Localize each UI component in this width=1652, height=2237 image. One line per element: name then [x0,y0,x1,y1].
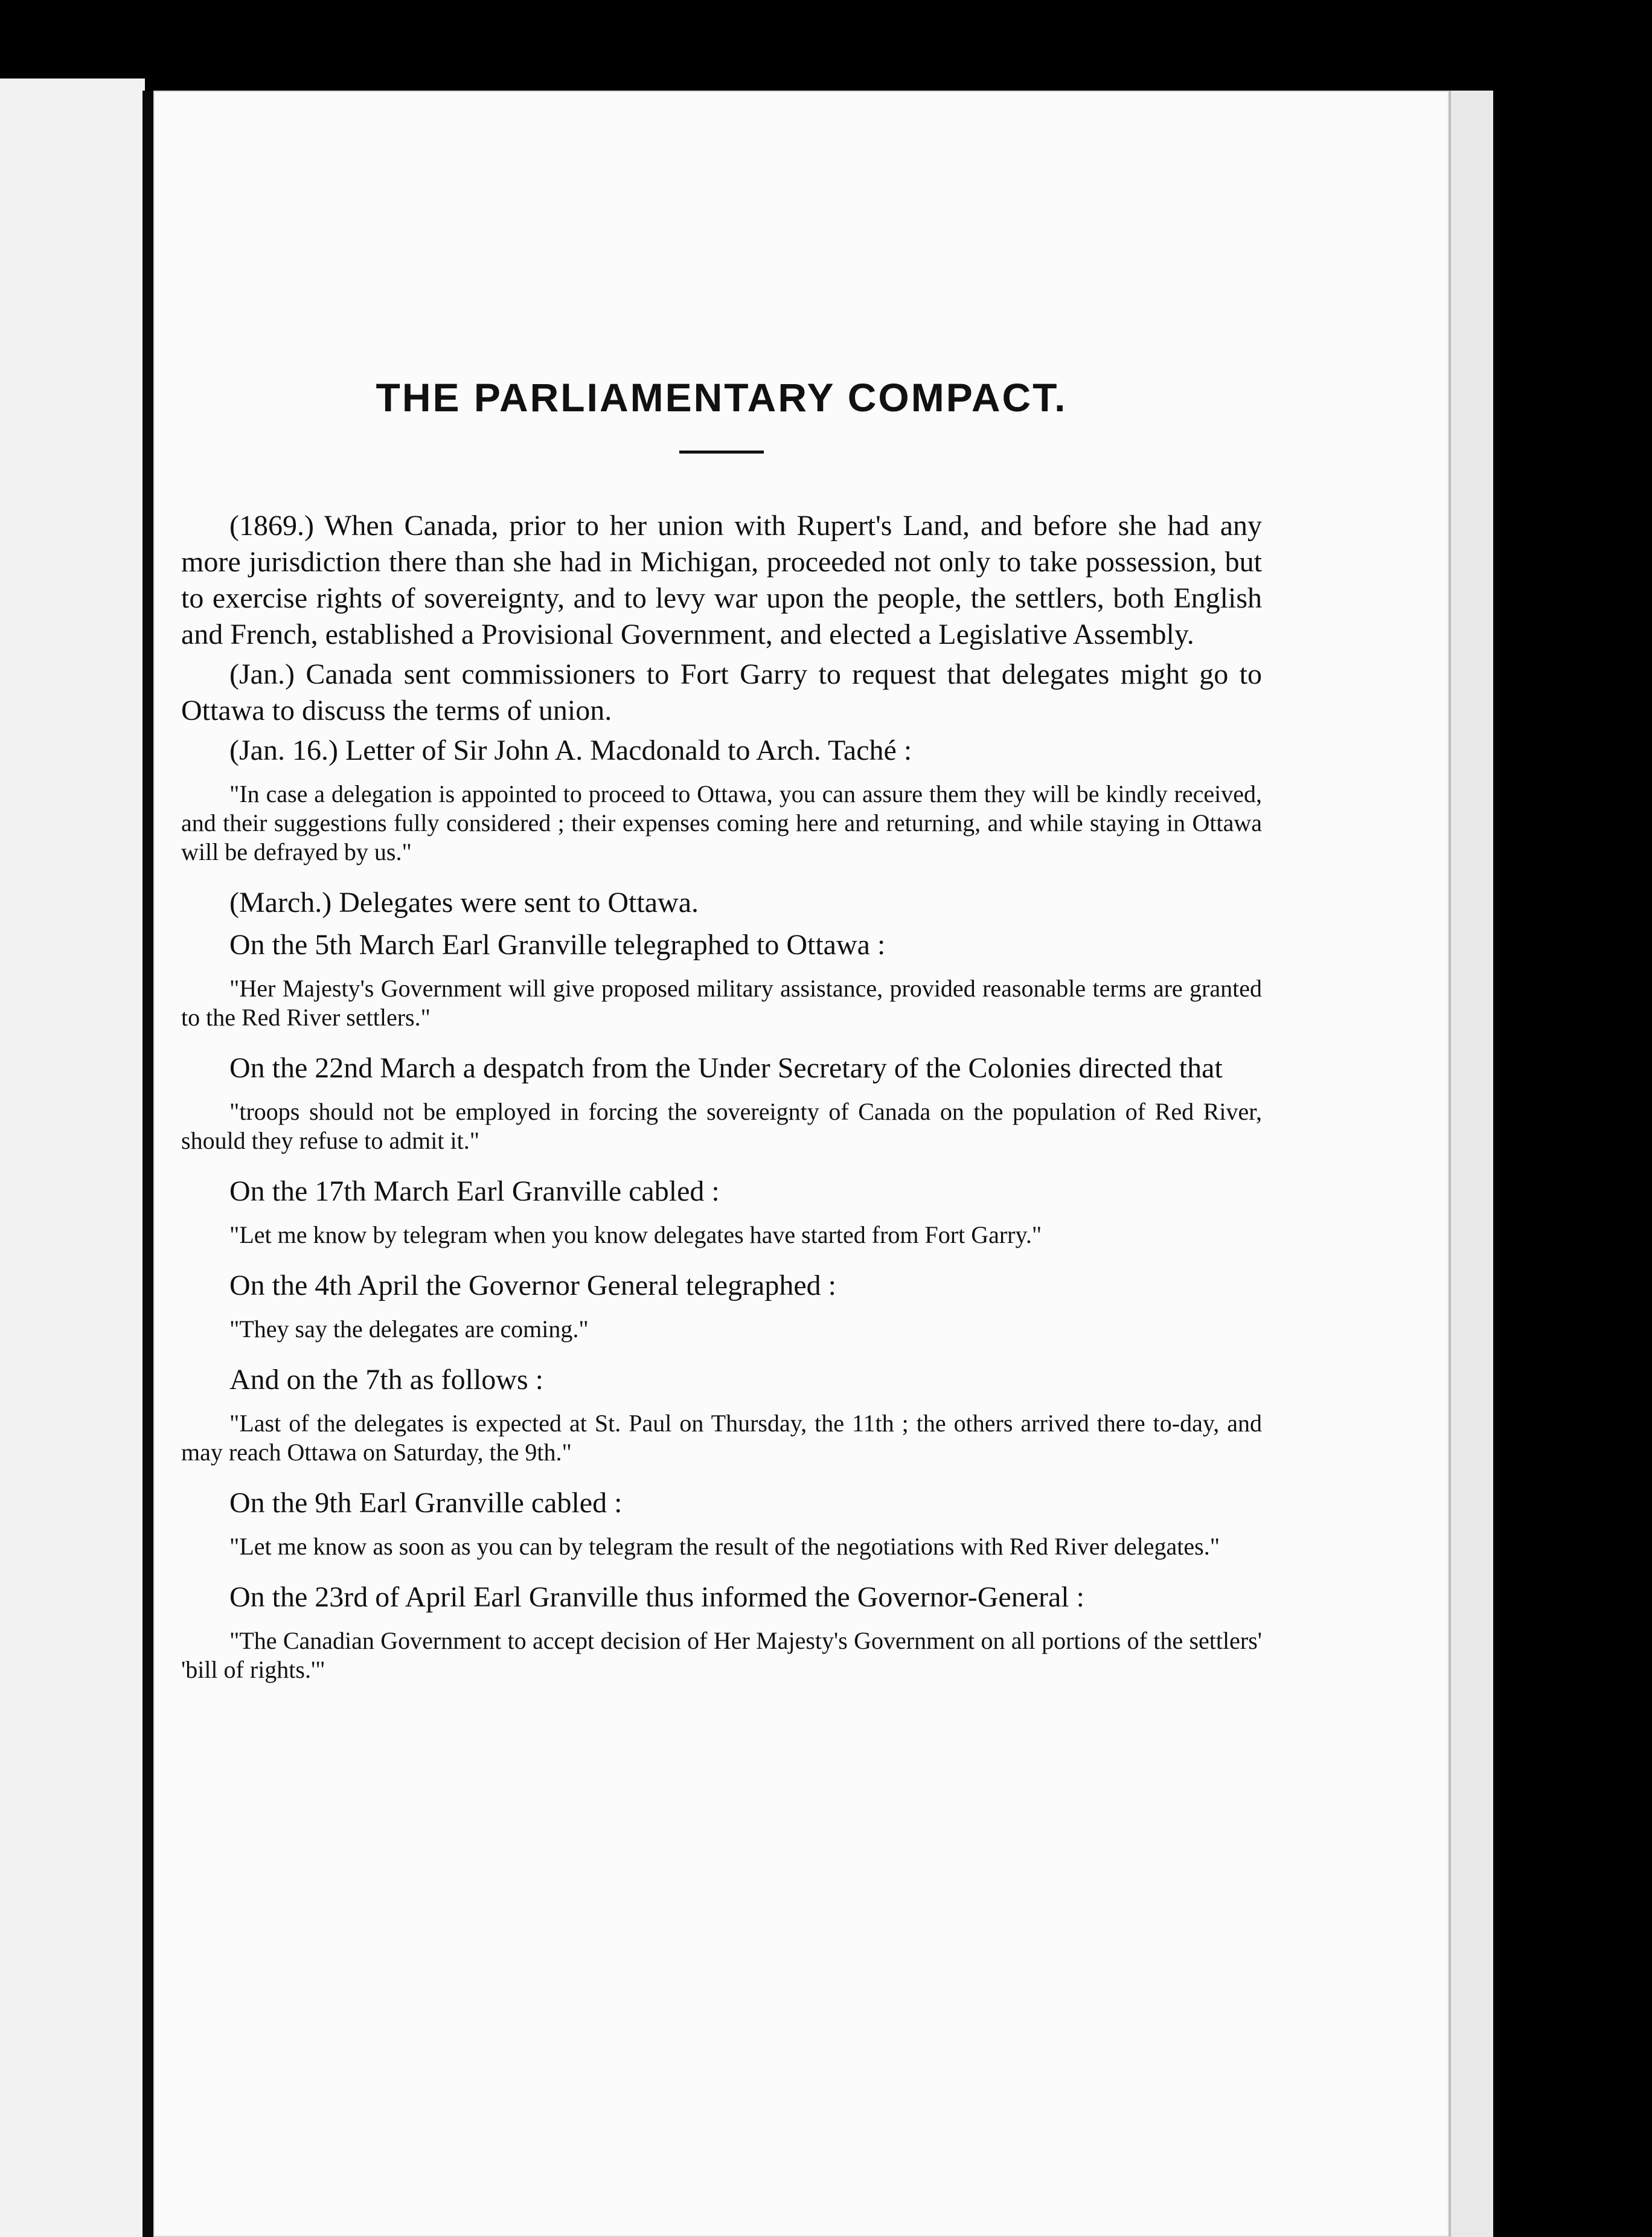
quotation: "In case a delegation is appointed to proceed to Ottawa, you can assure them they will be kindly received, and their suggestions fully considered ; their expenses coming here and returning, and while staying in Ottawa will be defrayed by us." [181,780,1262,865]
page-content [181,290,1262,1703]
quotation: "The Canadian Government to accept decision of Her Majesty's Government on all portions of the settlers' 'bill of rights.'" [181,1627,1262,1683]
quotation: "They say the delegates are coming." [229,1315,589,1343]
paragraph: On the 22nd March a despatch from the Under Secretary of the Colonies directed that [229,1052,1223,1084]
page-title: THE PARLIAMENTARY COMPACT. [376,375,1068,420]
book-gutter [142,91,153,2237]
paragraph: On the 5th March Earl Granville telegraphed to Ottawa : [229,929,886,961]
paragraph: On the 9th Earl Granville cabled : [229,1487,623,1519]
paragraph: (Jan.) Canada sent commissioners to Fort Garry to request that delegates might go to Ottawa to discuss the terms of union. [181,658,1262,727]
paragraph: (1869.) When Canada, prior to her union with Rupert's Land, and before she had any more jurisdiction there than she had in Michigan, proceeded not only to take possession, but to exercise rights of sovereignty, and to levy war upon the people, the settlers, both English and French, established a Provisional Government, and elected a Legislative Assembly. [181,510,1262,650]
paragraph: On the 4th April the Governor General telegraphed : [229,1269,836,1301]
paragraph: (Jan. 16.) Letter of Sir John A. Macdonald to Arch. Taché : [229,734,912,766]
quotation: "Let me know as soon as you can by telegram the result of the negotiations with Red River delegates." [229,1533,1220,1560]
quotation: "troops should not be employed in forcing the sovereignty of Canada on the population of Red River, should they refuse to admit it." [181,1098,1262,1154]
paragraph: And on the 7th as follows : [229,1364,543,1396]
quotation: "Let me know by telegram when you know delegates have started from Fort Garry." [229,1221,1042,1248]
left-page-edge [0,79,145,2237]
quotation: "Last of the delegates is expected at St. Paul on Thursday, the 11th ; the others arrived there to-day, and may reach Ottawa on Saturday, the 9th." [181,1410,1262,1466]
paragraph: On the 23rd of April Earl Granville thus informed the Governor-General : [229,1581,1084,1613]
paragraph: On the 17th March Earl Granville cabled : [229,1175,720,1207]
title-rule [679,451,764,454]
right-page-edge [1449,91,1493,2237]
quotation: "Her Majesty's Government will give proposed military assistance, provided reasonable terms are granted to the Red River settlers." [181,975,1262,1031]
paragraph: (March.) Delegates were sent to Ottawa. [229,887,699,919]
